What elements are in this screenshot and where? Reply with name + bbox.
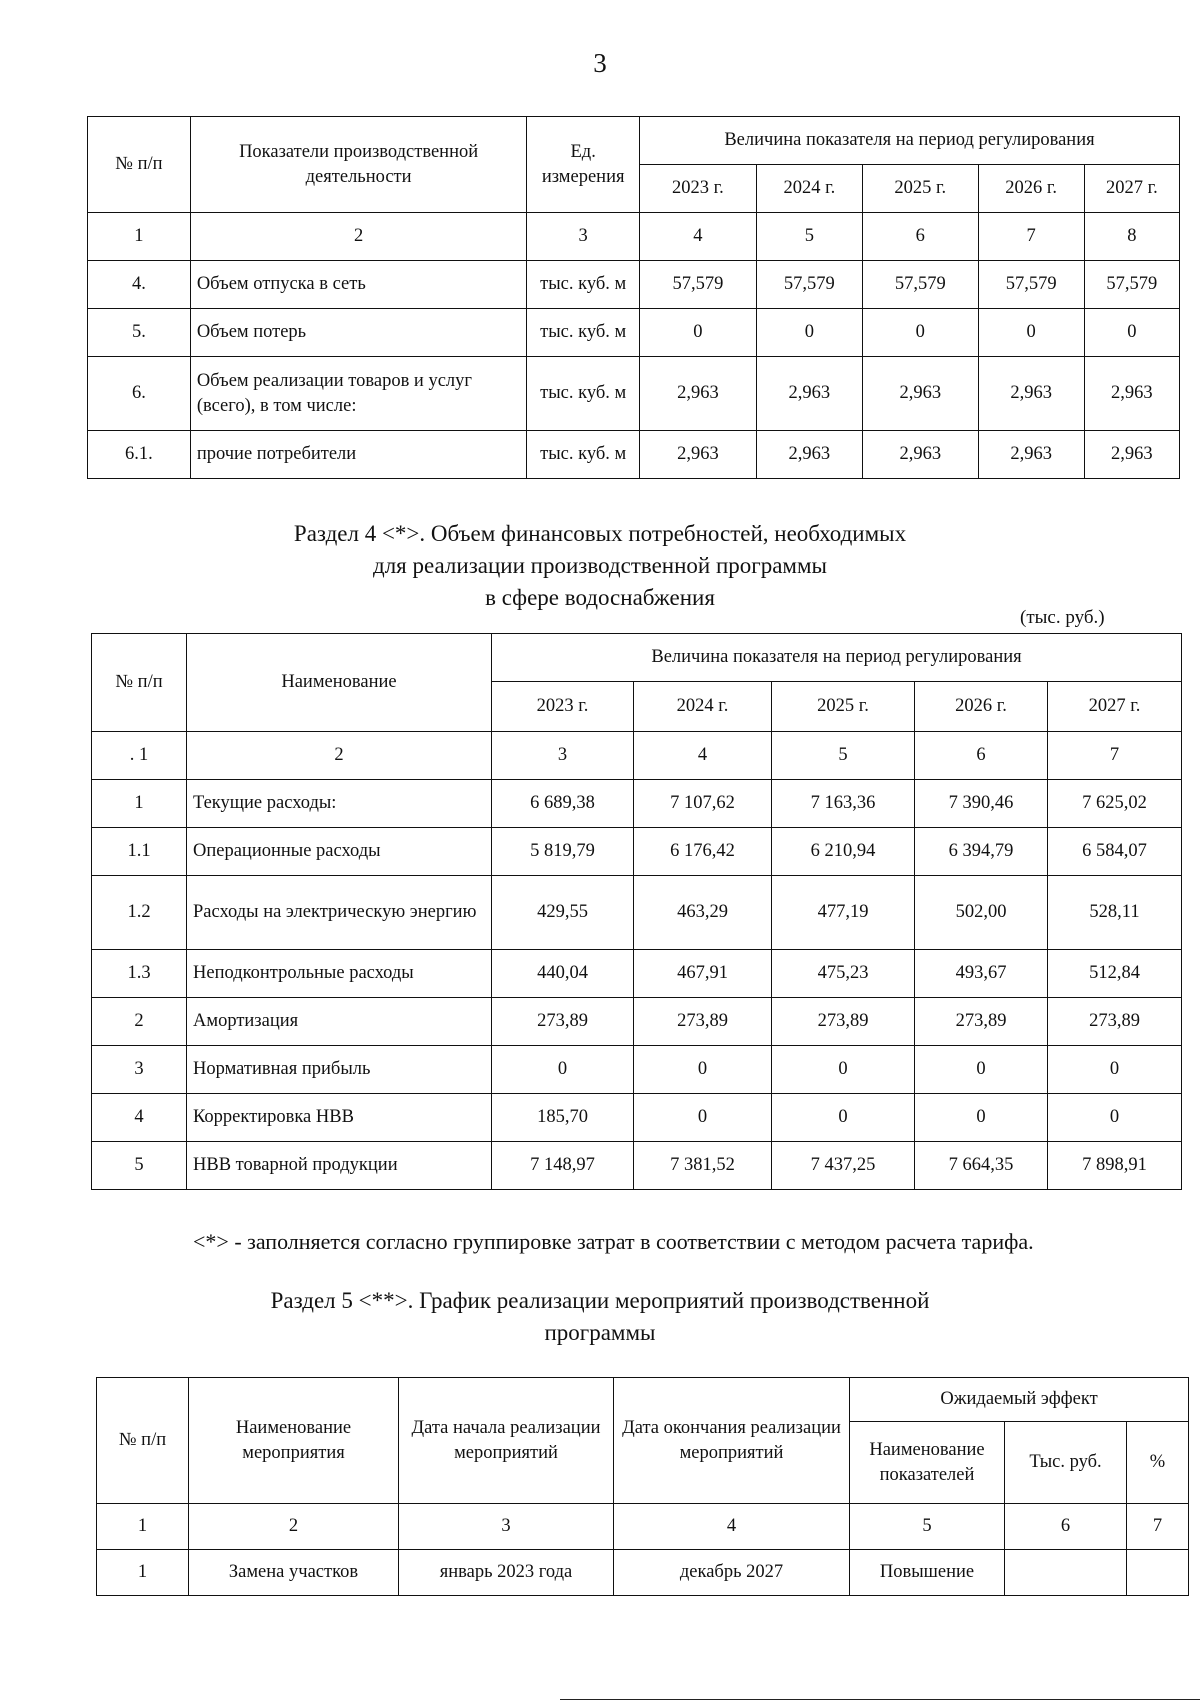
row-name: прочие потребители [190, 431, 527, 479]
row-value: 273,89 [772, 998, 915, 1046]
row-value: 2,963 [1084, 431, 1179, 479]
table-row [97, 1550, 1189, 1596]
row-unit: тыс. куб. м [527, 309, 640, 357]
row-num: 1.1 [92, 828, 187, 876]
row-value: 273,89 [492, 998, 634, 1046]
row-name: Амортизация [187, 998, 492, 1046]
row-value: 0 [492, 1046, 634, 1094]
row-name: Нормативная прибыль [187, 1046, 492, 1094]
section-4-title-line: для реализации производственной программы [373, 553, 827, 578]
header-name: Наименование [187, 634, 492, 732]
measures-schedule-table [96, 1377, 1189, 1596]
header-period: Величина показателя на период регулирования [639, 117, 1179, 165]
row-value: 7 898,91 [1048, 1142, 1182, 1190]
index-row [88, 213, 1180, 261]
index-cell: 4 [634, 732, 772, 780]
index-cell: 6 [915, 732, 1048, 780]
row-value: 57,579 [639, 261, 756, 309]
row-num: 1 [92, 780, 187, 828]
index-cell: 5 [850, 1504, 1005, 1550]
header-indicators: Наименование показателей [850, 1422, 1005, 1504]
row-num: 5. [88, 309, 191, 357]
index-cell: 2 [187, 732, 492, 780]
row-value: 429,55 [492, 876, 634, 950]
index-cell: 7 [1048, 732, 1182, 780]
row-value: 7 437,25 [772, 1142, 915, 1190]
row-measure-name: Замена участков [189, 1550, 399, 1596]
table-row [88, 431, 1180, 479]
row-start-date: январь 2023 года [399, 1550, 614, 1596]
row-value: 0 [772, 1046, 915, 1094]
header-year: 2027 г. [1084, 165, 1179, 213]
header-start-date: Дата начала реализации мероприятий [399, 1378, 614, 1504]
row-num: 3 [92, 1046, 187, 1094]
table-row [88, 357, 1180, 431]
table-row [92, 1046, 1182, 1094]
row-name: НВВ товарной продукции [187, 1142, 492, 1190]
row-value: 512,84 [1048, 950, 1182, 998]
header-year: 2026 г. [915, 682, 1048, 732]
row-name: Операционные расходы [187, 828, 492, 876]
row-value: 0 [1084, 309, 1179, 357]
row-value: 0 [634, 1046, 772, 1094]
row-value: 475,23 [772, 950, 915, 998]
row-num: 4 [92, 1094, 187, 1142]
index-cell: 7 [1127, 1504, 1189, 1550]
row-value: 273,89 [915, 998, 1048, 1046]
index-cell: 1 [97, 1504, 189, 1550]
row-value: 2,963 [862, 431, 978, 479]
row-value: 5 819,79 [492, 828, 634, 876]
header-year: 2025 г. [862, 165, 978, 213]
row-value: 2,963 [1084, 357, 1179, 431]
header-num: № п/п [92, 634, 187, 732]
production-indicators-table [87, 116, 1180, 479]
row-value: 7 107,62 [634, 780, 772, 828]
row-value: 273,89 [1048, 998, 1182, 1046]
row-value: 493,67 [915, 950, 1048, 998]
row-value: 0 [978, 309, 1084, 357]
header-year: 2024 г. [756, 165, 862, 213]
section-4-title-line: Раздел 4 <*>. Объем финансовых потребностей, необходимых [293, 521, 907, 546]
table-row [92, 998, 1182, 1046]
row-value: 2,963 [862, 357, 978, 431]
row-value: 7 381,52 [634, 1142, 772, 1190]
row-value: 2,963 [756, 357, 862, 431]
index-cell: 7 [978, 213, 1084, 261]
row-value: 6 584,07 [1048, 828, 1182, 876]
index-cell: 4 [639, 213, 756, 261]
row-percent [1127, 1550, 1189, 1596]
header-year: 2027 г. [1048, 682, 1182, 732]
row-value: 0 [915, 1094, 1048, 1142]
header-year: 2025 г. [772, 682, 915, 732]
row-name: Корректировка НВВ [187, 1094, 492, 1142]
index-cell: 3 [399, 1504, 614, 1550]
footnote: <*> - заполняется согласно группировке затрат в соответствии с методом расчета тарифа. [193, 1229, 1034, 1254]
section-5-title-line: программы [544, 1320, 656, 1345]
header-expected-effect: Ожидаемый эффект [850, 1378, 1189, 1422]
row-value: 0 [634, 1094, 772, 1142]
section-5-title [0, 1285, 1200, 1349]
row-name: Объем потерь [190, 309, 527, 357]
table-row [92, 876, 1182, 950]
page-number: 3 [593, 48, 607, 78]
row-value: 2,963 [978, 431, 1084, 479]
row-value: 57,579 [1084, 261, 1179, 309]
header-end-date: Дата окончания реализации мероприятий [614, 1378, 850, 1504]
row-unit: тыс. куб. м [527, 431, 640, 479]
table-row [92, 780, 1182, 828]
units-label: (тыс. руб.) [1020, 607, 1105, 628]
row-num: 5 [92, 1142, 187, 1190]
row-num: 1.2 [92, 876, 187, 950]
row-end-date: декабрь 2027 [614, 1550, 850, 1596]
index-cell: . 1 [92, 732, 187, 780]
row-unit: тыс. куб. м [527, 261, 640, 309]
table-row [92, 1142, 1182, 1190]
row-value: 440,04 [492, 950, 634, 998]
financial-needs-table [91, 633, 1182, 1190]
row-value: 2,963 [639, 357, 756, 431]
row-value: 57,579 [978, 261, 1084, 309]
row-value: 0 [1048, 1094, 1182, 1142]
index-cell: 8 [1084, 213, 1179, 261]
table-row [92, 950, 1182, 998]
row-value: 7 163,36 [772, 780, 915, 828]
header-year: 2023 г. [492, 682, 634, 732]
index-cell: 5 [772, 732, 915, 780]
row-value: 0 [772, 1094, 915, 1142]
row-value: 2,963 [639, 431, 756, 479]
header-percent: % [1127, 1422, 1189, 1504]
row-value: 7 148,97 [492, 1142, 634, 1190]
row-value: 6 176,42 [634, 828, 772, 876]
row-value: 0 [1048, 1046, 1182, 1094]
row-num: 6.1. [88, 431, 191, 479]
row-num: 2 [92, 998, 187, 1046]
row-value: 185,70 [492, 1094, 634, 1142]
table-row [92, 828, 1182, 876]
row-name: Текущие расходы: [187, 780, 492, 828]
header-year: 2024 г. [634, 682, 772, 732]
header-measure-name: Наименование мероприятия [189, 1378, 399, 1504]
row-num: 1.3 [92, 950, 187, 998]
index-row [92, 732, 1182, 780]
section-4-title [0, 518, 1200, 614]
row-name: Расходы на электрическую энергию [187, 876, 492, 950]
row-value: 528,11 [1048, 876, 1182, 950]
row-name: Неподконтрольные расходы [187, 950, 492, 998]
index-cell: 1 [88, 213, 191, 261]
table-row [88, 309, 1180, 357]
row-num: 4. [88, 261, 191, 309]
row-value: 477,19 [772, 876, 915, 950]
row-thousand-rub [1005, 1550, 1127, 1596]
row-value: 57,579 [756, 261, 862, 309]
header-thousand-rub: Тыс. руб. [1005, 1422, 1127, 1504]
row-num: 1 [97, 1550, 189, 1596]
table-row [92, 1094, 1182, 1142]
section-5-title-line: Раздел 5 <**>. График реализации мероприятий производственной [270, 1288, 930, 1313]
row-name: Объем отпуска в сеть [190, 261, 527, 309]
header-num: № п/п [88, 117, 191, 213]
index-cell: 5 [756, 213, 862, 261]
row-unit: тыс. куб. м [527, 357, 640, 431]
row-value: 502,00 [915, 876, 1048, 950]
index-cell: 3 [527, 213, 640, 261]
row-value: 7 390,46 [915, 780, 1048, 828]
index-cell: 6 [862, 213, 978, 261]
row-name: Объем реализации товаров и услуг (всего), в том числе: [190, 357, 527, 431]
row-value: 0 [915, 1046, 1048, 1094]
row-value: 6 689,38 [492, 780, 634, 828]
header-year: 2023 г. [639, 165, 756, 213]
row-indicators: Повышение [850, 1550, 1005, 1596]
section-4-title-line: в сфере водоснабжения [485, 585, 715, 610]
header-indicator-name: Показатели производственной деятельности [190, 117, 527, 213]
row-value: 2,963 [978, 357, 1084, 431]
row-value: 273,89 [634, 998, 772, 1046]
index-cell: 6 [1005, 1504, 1127, 1550]
row-value: 6 210,94 [772, 828, 915, 876]
row-value: 7 625,02 [1048, 780, 1182, 828]
row-value: 2,963 [756, 431, 862, 479]
row-value: 0 [639, 309, 756, 357]
row-value: 0 [756, 309, 862, 357]
header-num: № п/п [97, 1378, 189, 1504]
row-num: 6. [88, 357, 191, 431]
index-cell: 2 [190, 213, 527, 261]
index-cell: 2 [189, 1504, 399, 1550]
row-value: 7 664,35 [915, 1142, 1048, 1190]
index-cell: 3 [492, 732, 634, 780]
bottom-divider [560, 1699, 1200, 1700]
table-row [88, 261, 1180, 309]
header-year: 2026 г. [978, 165, 1084, 213]
index-cell: 4 [614, 1504, 850, 1550]
header-unit: Ед. измерения [527, 117, 640, 213]
row-value: 467,91 [634, 950, 772, 998]
row-value: 0 [862, 309, 978, 357]
row-value: 463,29 [634, 876, 772, 950]
header-period: Величина показателя на период регулирования [492, 634, 1182, 682]
row-value: 57,579 [862, 261, 978, 309]
index-row [97, 1504, 1189, 1550]
row-value: 6 394,79 [915, 828, 1048, 876]
